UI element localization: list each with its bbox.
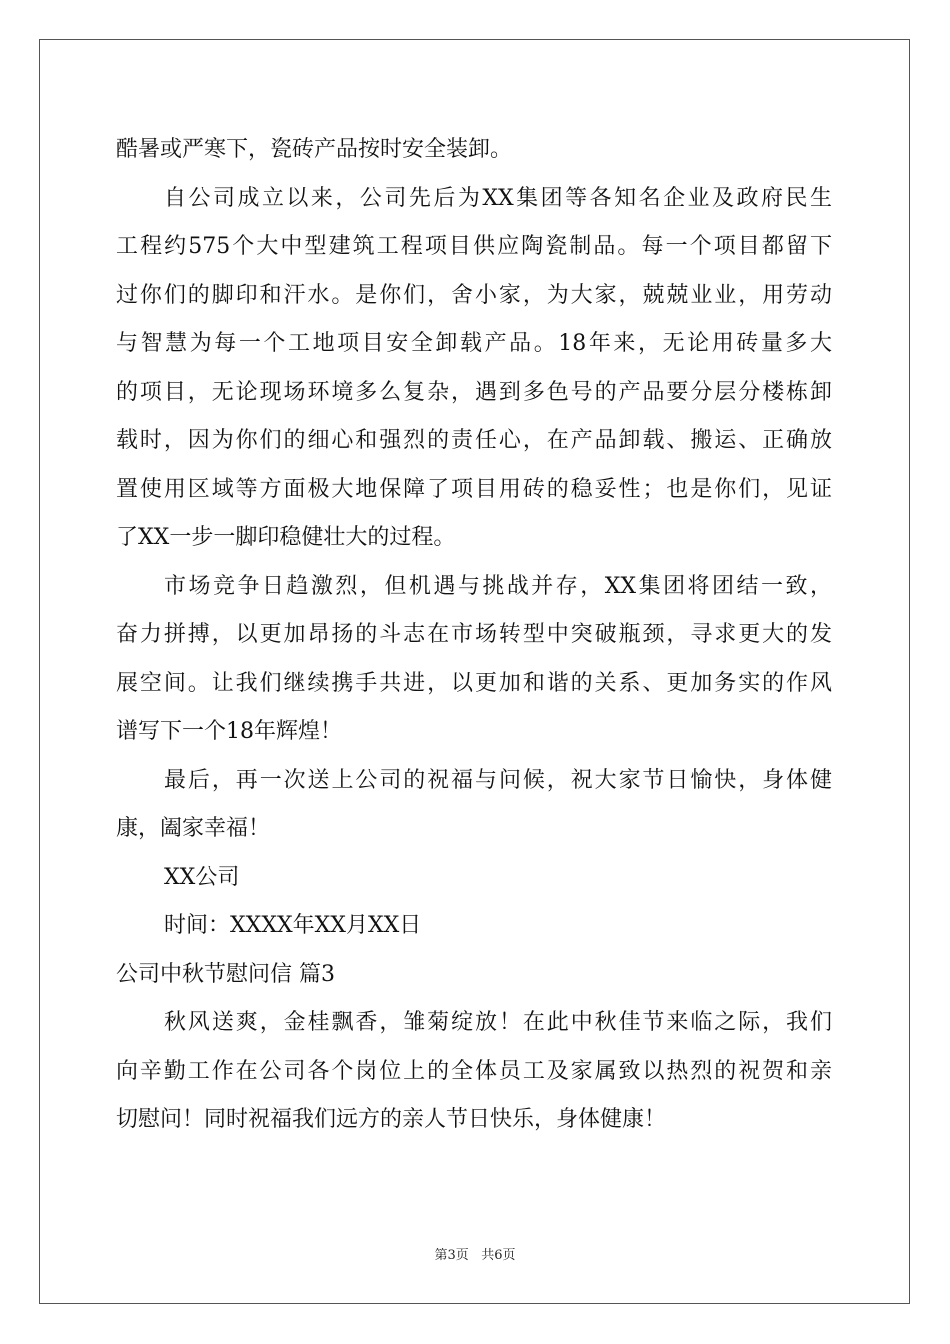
page-footer	[0, 1244, 950, 1263]
text-line: 的项目，无论现场环境多么复杂，遇到多色号的产品要分层分楼栋卸	[116, 379, 832, 405]
text-line: 酷暑或严寒下，瓷砖产品按时安全装卸。	[116, 137, 513, 162]
text-line: 载时，因为你们的细心和强烈的责任心，在产品卸载、搬运、正确放	[116, 428, 832, 453]
paragraph	[116, 999, 832, 1145]
paragraph	[116, 563, 832, 757]
text-line: 奋力拼搏，以更加昂扬的斗志在市场转型中突破瓶颈，寻求更大的发	[116, 622, 832, 647]
text-line: 最后，再一次送上公司的祝福与问候，祝大家节日愉快，身体健	[164, 767, 832, 793]
text-line: 与智慧为每一个工地项目安全卸载产品。18年来，无论用砖量多大	[116, 331, 832, 356]
text-line: 过你们的脚印和汗水。是你们，舍小家，为大家，兢兢业业，用劳动	[116, 282, 832, 308]
text-line: 秋风送爽，金桂飘香，雏菊绽放！在此中秋佳节来临之际，我们	[164, 1010, 832, 1035]
text-line: 工程约575个大中型建筑工程项目供应陶瓷制品。每一个项目都留下	[116, 234, 832, 259]
paragraph	[116, 902, 832, 951]
text-line: 谱写下一个18年辉煌！	[116, 719, 342, 744]
text-line: 向辛勤工作在公司各个岗位上的全体员工及家属致以热烈的祝贺和亲	[116, 1058, 832, 1084]
text-line: 展空间。让我们继续携手共进，以更加和谐的关系、更加务实的作风	[116, 670, 832, 696]
text-line: 切慰问！同时祝福我们远方的亲人节日快乐，身体健康！	[116, 1107, 667, 1132]
document-body	[116, 126, 832, 1145]
total-pages: 共6页	[481, 1248, 516, 1263]
section-heading	[116, 951, 832, 1000]
paragraph	[116, 175, 832, 563]
paragraph	[116, 757, 832, 854]
text-line: 置使用区域等方面极大地保障了项目用砖的稳妥性；也是你们，见证	[116, 476, 832, 502]
text-line: XX公司	[164, 864, 240, 890]
text-line: 市场竞争日趋激烈，但机遇与挑战并存，XX集团将团结一致，	[164, 573, 832, 599]
text-line: 公司中秋节慰问信 篇3	[116, 961, 335, 987]
page-number: 第3页	[434, 1248, 469, 1263]
paragraph	[116, 126, 832, 175]
text-line: 康，阖家幸福！	[116, 816, 271, 841]
text-line: 时间：XXXX年XX月XX日	[164, 913, 422, 938]
paragraph	[116, 854, 832, 903]
text-line: 了XX一步一脚印稳健壮大的过程。	[116, 525, 456, 550]
text-line: 自公司成立以来，公司先后为XX集团等各知名企业及政府民生	[164, 185, 832, 211]
